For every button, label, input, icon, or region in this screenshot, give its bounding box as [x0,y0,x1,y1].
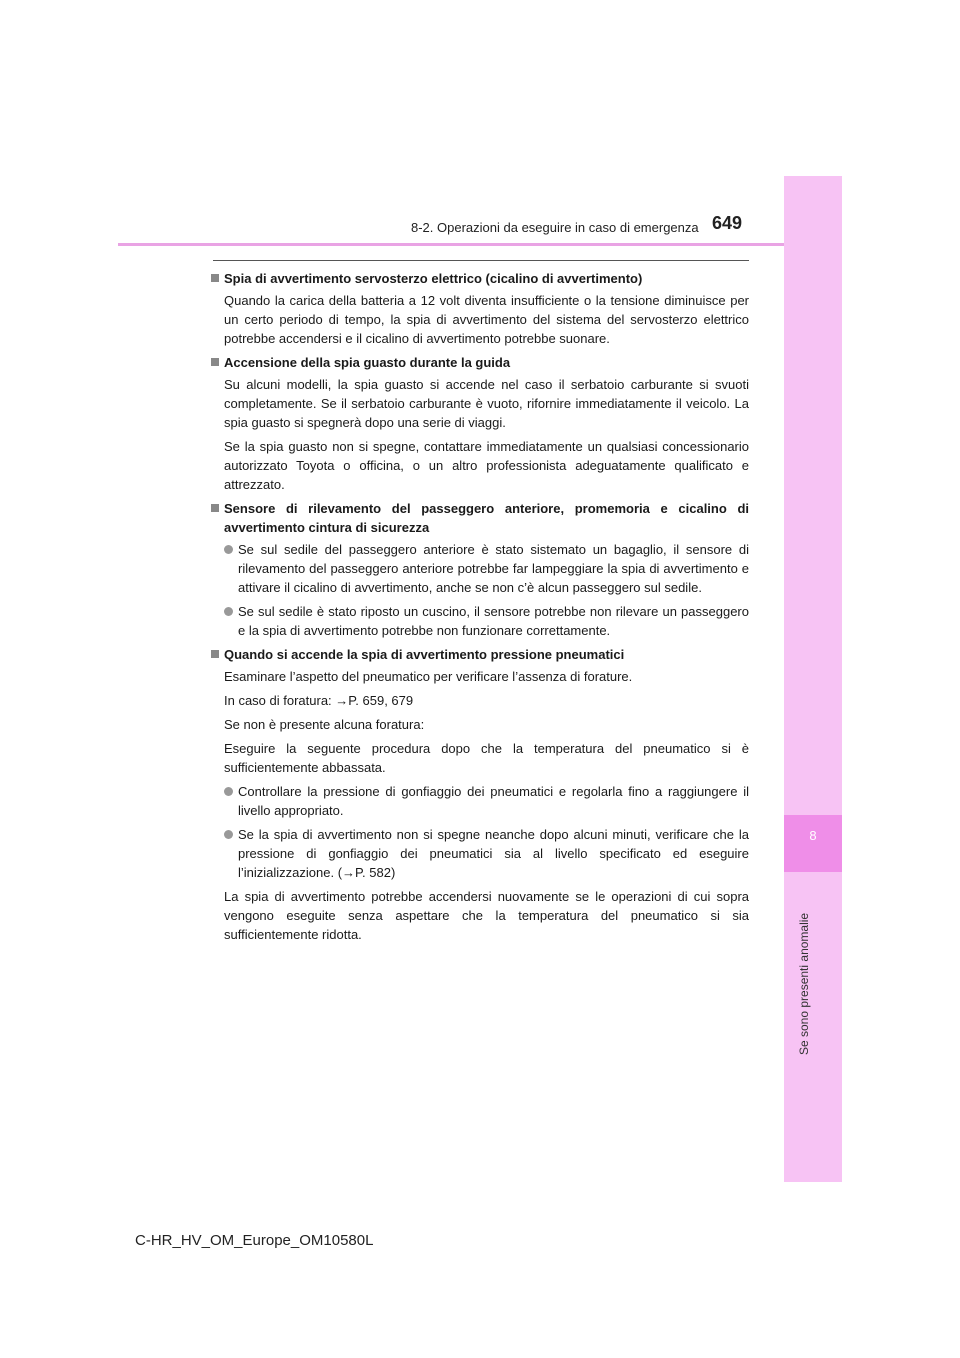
running-head: 8-2. Operazioni da eseguire in caso di emergenza [411,220,699,235]
paragraph: Se la spia guasto non si spegne, contattare immediatamente un qualsiasi concessionario autorizzato Toyota o officina, o un altro professionista adeguatamente qualificato e attrezzato. [224,439,749,492]
side-tab-chapter-marker [784,815,842,872]
paragraph: La spia di avvertimento potrebbe accendersi nuovamente se le operazioni di cui sopra vengono eseguite senza aspettare che la temperatura del pneumatico si sia sufficientemente ridotta. [224,889,749,942]
round-bullet-icon [224,830,233,839]
section-title: Quando si accende la spia di avvertimento pressione pneumatici [211,645,749,664]
square-bullet-icon [211,504,219,512]
header-divider [118,243,784,246]
round-bullet-icon [224,607,233,616]
paragraph: In caso di foratura: →P. 659, 679 [224,693,414,708]
document-code: C-HR_HV_OM_Europe_OM10580L [135,1232,374,1249]
list-item: Se sul sedile è stato riposto un cuscino, il sensore potrebbe non rilevare un passeggero e la spia di avvertimento potrebbe non funzionare correttamente. [224,599,749,642]
paragraph: Su alcuni modelli, la spia guasto si accende nel caso il serbatoio carburante si svuoti completamente. Se il serbatoio carburante è vuoto, rifornire immediatamente il veicolo. La spia guasto si spegnerà dopo una serie di viaggi. [224,377,749,430]
content-rule [213,260,749,261]
chapter-title: Se sono presenti anomalie [797,912,811,1055]
section-title: Accensione della spia guasto durante la guida [211,353,749,372]
square-bullet-icon [211,358,219,366]
paragraph: Eseguire la seguente procedura dopo che la temperatura del pneumatico si è sufficientemente abbassata. [224,741,749,775]
main-content [211,266,749,946]
paragraph: Esaminare l’aspetto del pneumatico per verificare l’assenza di forature. [224,669,633,684]
paragraph: Se non è presente alcuna foratura: [224,717,425,732]
page-number: 649 [712,213,743,233]
section-title: Spia di avvertimento servosterzo elettrico (cicalino di avvertimento) [211,269,749,288]
round-bullet-icon [224,545,233,554]
square-bullet-icon [211,274,219,282]
paragraph: Quando la carica della batteria a 12 volt diventa insufficiente o la tensione diminuisce per un certo periodo di tempo, la spia di avvertimento del sistema del servosterzo elettrico potrebbe accendersi e il cicalino di avvertimento potrebbe suonare. [224,293,749,346]
list-item: Controllare la pressione di gonfiaggio dei pneumatici e regolarla fino a raggiungere il livello appropriato. [224,779,749,822]
round-bullet-icon [224,787,233,796]
list-item: Se la spia di avvertimento non si spegne neanche dopo alcuni minuti, verificare che la pressione di gonfiaggio dei pneumatici sia al livello specificato ed eseguire l’inizializzazione. (→P. 582) [224,822,749,884]
section-title: Sensore di rilevamento del passeggero anteriore, promemoria e cicalino di avvertimento cintura di sicurezza [211,499,749,537]
chapter-number: 8 [809,828,817,843]
square-bullet-icon [211,650,219,658]
list-item: Se sul sedile del passeggero anteriore è stato sistemato un bagaglio, il sensore di rilevamento del passeggero anteriore potrebbe far lampeggiare la spia di avvertimento e attivare il cicalino di avvertimento, anche se non c’è alcun passeggero sul sedile. [224,537,749,599]
